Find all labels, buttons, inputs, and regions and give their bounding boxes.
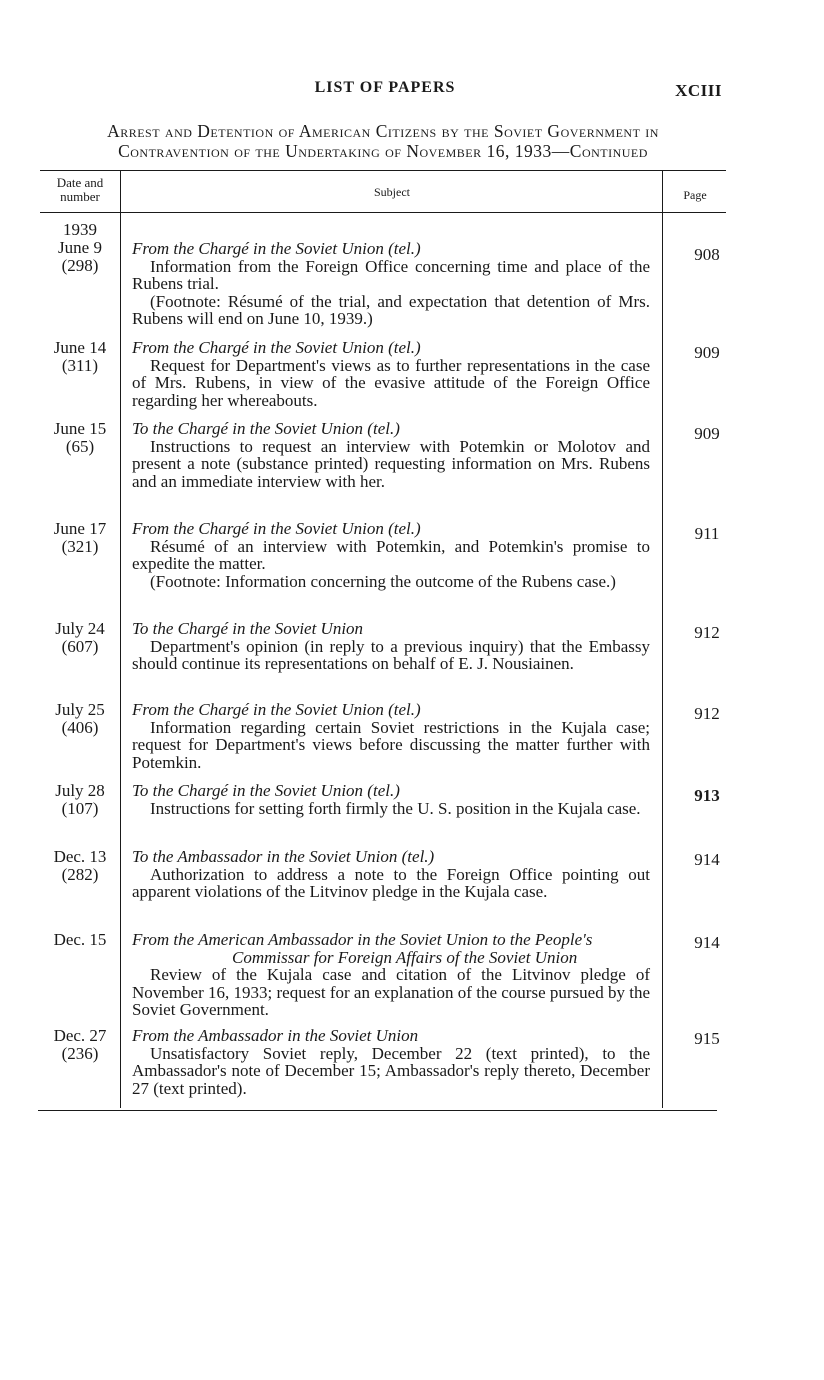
page-title: LIST OF PAPERS — [314, 79, 456, 96]
entry-page: 914 — [694, 933, 720, 952]
entry-title: From the Ambassador in the Soviet Union — [132, 1026, 419, 1045]
column-header-subject: Subject — [374, 185, 410, 199]
entry-date-cell — [40, 221, 120, 275]
entry-date: July 25 — [55, 700, 105, 719]
entry-date-cell — [40, 420, 120, 456]
entry-number: (311) — [61, 356, 99, 375]
date-column-divider — [120, 170, 121, 1108]
entry-title: From the Chargé in the Soviet Union (tel.) — [132, 239, 421, 258]
entry-page: 914 — [694, 850, 720, 869]
entry-date-cell — [40, 782, 120, 818]
entry-subject — [132, 620, 650, 673]
entry-date-cell — [40, 339, 120, 375]
entry-date: Dec. 27 — [53, 1026, 107, 1045]
entry-page: 909 — [694, 424, 720, 443]
entry-description: Authorization to address a note to the Foreign Office pointing out apparent violations of the Litvinov pledge in the Kujala case. — [132, 864, 650, 901]
entry-description: Instructions to request an interview with Potemkin or Molotov and present a note (substance printed) requesting information on Mrs. Rubens and an immediate interview with her. — [132, 436, 650, 491]
entry-footnote: (Footnote: Résumé of the trial, and expectation that detention of Mrs. Rubens will end on June 10, 1939.) — [132, 291, 650, 328]
entry-date: June 15 — [53, 419, 107, 438]
entry-description: Information regarding certain Soviet restrictions in the Kujala case; request for Department's views before discussing the matter further with Potemkin. — [132, 717, 650, 772]
entry-number: (298) — [61, 256, 99, 275]
page-number: XCIII — [675, 81, 722, 100]
entry-footnote: (Footnote: Information concerning the outcome of the Rubens case.) — [150, 571, 616, 591]
entry-page: 912 — [694, 704, 720, 723]
column-header-date — [40, 176, 120, 204]
entry-subject — [132, 339, 650, 409]
entry-date: June 9 — [58, 238, 102, 257]
entry-description: Department's opinion (in reply to a previous inquiry) that the Embassy should continue its representations on behalf of E. J. Nousiainen. — [132, 636, 650, 673]
entry-description: Instructions for setting forth firmly the U. S. position in the Kujala case. — [150, 798, 641, 818]
section-heading — [42, 121, 724, 161]
entry-description: Unsatisfactory Soviet reply, December 22 (text printed), to the Ambassador's note of December 15; Ambassador's reply thereto, December 27 (text printed). — [132, 1043, 650, 1098]
entry-number: (65) — [65, 437, 95, 456]
entry-description: Information from the Foreign Office concerning time and place of the Rubens trial. — [132, 256, 650, 293]
entry-year: 1939 — [63, 220, 97, 239]
entry-title: From the American Ambassador in the Soviet Union to the People's Commissar for Foreign Affairs of the Soviet Union — [132, 930, 593, 967]
entry-date-cell — [40, 520, 120, 556]
entry-subject — [132, 240, 650, 328]
entry-date-cell — [40, 1027, 120, 1063]
entry-title: To the Chargé in the Soviet Union — [132, 619, 364, 638]
entry-subject — [132, 848, 650, 901]
entry-title: To the Chargé in the Soviet Union (tel.) — [132, 781, 400, 800]
table-top-rule — [40, 170, 726, 171]
entry-title: To the Ambassador in the Soviet Union (tel.) — [132, 847, 435, 866]
column-header-page: Page — [683, 188, 707, 202]
entry-date: Dec. 13 — [53, 847, 107, 866]
entry-page: 915 — [694, 1029, 720, 1048]
entry-date: Dec. 15 — [53, 930, 107, 949]
entry-date: July 24 — [55, 619, 105, 638]
column-header-date-line-1: Date and — [56, 175, 104, 190]
entry-date: June 17 — [53, 519, 107, 538]
entry-number: (607) — [61, 637, 99, 656]
entry-title: From the Chargé in the Soviet Union (tel.) — [132, 519, 421, 538]
entry-date-cell — [40, 931, 120, 949]
entry-page: 909 — [694, 343, 720, 362]
entry-description: Résumé of an interview with Potemkin, and Potemkin's promise to expedite the matter. — [132, 536, 650, 573]
entry-subject — [132, 931, 650, 1019]
entry-number: (282) — [61, 865, 99, 884]
entry-date-cell — [40, 620, 120, 656]
entry-date: July 28 — [55, 781, 105, 800]
entry-number: (406) — [61, 718, 99, 737]
entry-date-cell — [40, 701, 120, 737]
entry-subject — [132, 701, 650, 771]
page-column-divider — [662, 170, 663, 1108]
entry-subject — [132, 782, 650, 817]
section-heading-line-2: Contravention of the Undertaking of November 16, 1933—Continued — [118, 141, 648, 161]
entry-description: Request for Department's views as to further representations in the case of Mrs. Rubens, in view of the evasive attitude of the Foreign Office regarding her whereabouts. — [132, 355, 650, 410]
entry-page: 908 — [694, 245, 720, 264]
entry-title: From the Chargé in the Soviet Union (tel.) — [132, 700, 421, 719]
entry-page: 913 — [694, 786, 720, 805]
entry-number: (107) — [61, 799, 99, 818]
entry-number: (321) — [61, 537, 99, 556]
entry-date: June 14 — [53, 338, 107, 357]
entry-page: 911 — [694, 524, 720, 543]
table-bottom-rule — [38, 1110, 717, 1111]
entry-date-cell — [40, 848, 120, 884]
section-heading-line-1: Arrest and Detention of American Citizens by the Soviet Government in — [107, 121, 659, 141]
entry-page: 912 — [694, 623, 720, 642]
column-header-date-line-2: number — [60, 189, 100, 204]
entry-description: Review of the Kujala case and citation of the Litvinov pledge of November 16, 1933; request for an explanation of the course pursued by the Soviet Government. — [132, 965, 650, 1019]
entry-title: From the Chargé in the Soviet Union (tel.) — [132, 338, 421, 357]
entry-title: To the Chargé in the Soviet Union (tel.) — [132, 419, 400, 438]
entry-subject — [132, 520, 650, 590]
header-bottom-rule — [40, 212, 726, 213]
entry-subject — [132, 1027, 650, 1097]
entry-subject — [132, 420, 650, 490]
entry-number: (236) — [61, 1044, 99, 1063]
